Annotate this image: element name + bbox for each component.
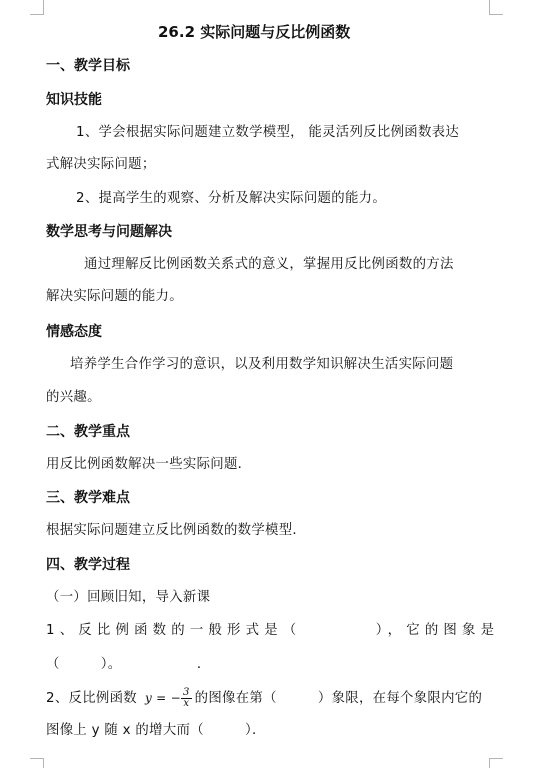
- crop-mark-top-left-h: [30, 14, 44, 15]
- fraction: [181, 688, 192, 709]
- fraction-numerator: 3: [183, 686, 190, 698]
- paragraph-1-line-1: 1、学会根据实际问题建立数学模型， 能灵活列反比例函数表达: [76, 125, 460, 140]
- paragraph-4-line-2: 的兴趣。: [46, 390, 101, 405]
- subheading-attitude: 情感态度: [46, 324, 102, 340]
- document-title: 26.2 实际问题与反比例函数: [158, 23, 351, 41]
- section-heading-objectives: 一、教学目标: [46, 58, 130, 74]
- paragraph-2: 2、提高学生的观察、分析及解决实际问题的能力。: [76, 191, 387, 206]
- paragraph-4-line-1: 培养学生合作学习的意识，以及利用数学知识解决生活实际问题: [70, 357, 454, 372]
- subheading-knowledge-skills: 知识技能: [46, 92, 102, 108]
- crop-mark-bottom-right-v: [489, 758, 490, 768]
- subheading-math-thinking: 数学思考与问题解决: [46, 224, 172, 240]
- crop-mark-top-right-h: [489, 14, 503, 15]
- paragraph-1-line-2: 式解决实际问题；: [46, 157, 156, 172]
- section-heading-key-points: 二、教学重点: [46, 424, 130, 440]
- crop-mark-bottom-right: [489, 758, 503, 759]
- paragraph-6: 根据实际问题建立反比例函数的数学模型．: [46, 523, 307, 538]
- crop-mark-top-right: [489, 0, 490, 14]
- question-2-prefix: 2、反比例函数: [46, 691, 137, 706]
- paragraph-5: 用反比例函数解决一些实际问题．: [46, 457, 252, 472]
- question-1-line-2: （ ）。 ．: [46, 657, 211, 672]
- paragraph-3-line-1: 通过理解反比例函数关系式的意义，掌握用反比例函数的方法: [84, 257, 454, 272]
- question-2-line-1: [46, 685, 482, 712]
- crop-mark-bottom-left-v: [43, 758, 44, 768]
- question-2-suffix: 的图像在第（ ）象限，在每个象限内它的: [194, 691, 483, 706]
- fraction-denominator: x: [183, 697, 190, 709]
- paragraph-7: （一）回顾旧知，导入新课: [46, 590, 211, 605]
- equation-text: y = −: [144, 691, 181, 705]
- section-heading-difficulties: 三、教学难点: [46, 490, 130, 506]
- question-1-line-1: 1、反比例函数的一般形式是（ ），它的图象是: [46, 623, 500, 638]
- paragraph-3-line-2: 解决实际问题的能力。: [46, 289, 183, 304]
- section-heading-process: 四、教学过程: [46, 557, 130, 573]
- question-2-line-2: 图像上 y 随 x 的增大而（ ）．: [46, 723, 266, 738]
- crop-mark-bottom-left: [30, 758, 44, 759]
- crop-mark-top-left: [43, 0, 44, 14]
